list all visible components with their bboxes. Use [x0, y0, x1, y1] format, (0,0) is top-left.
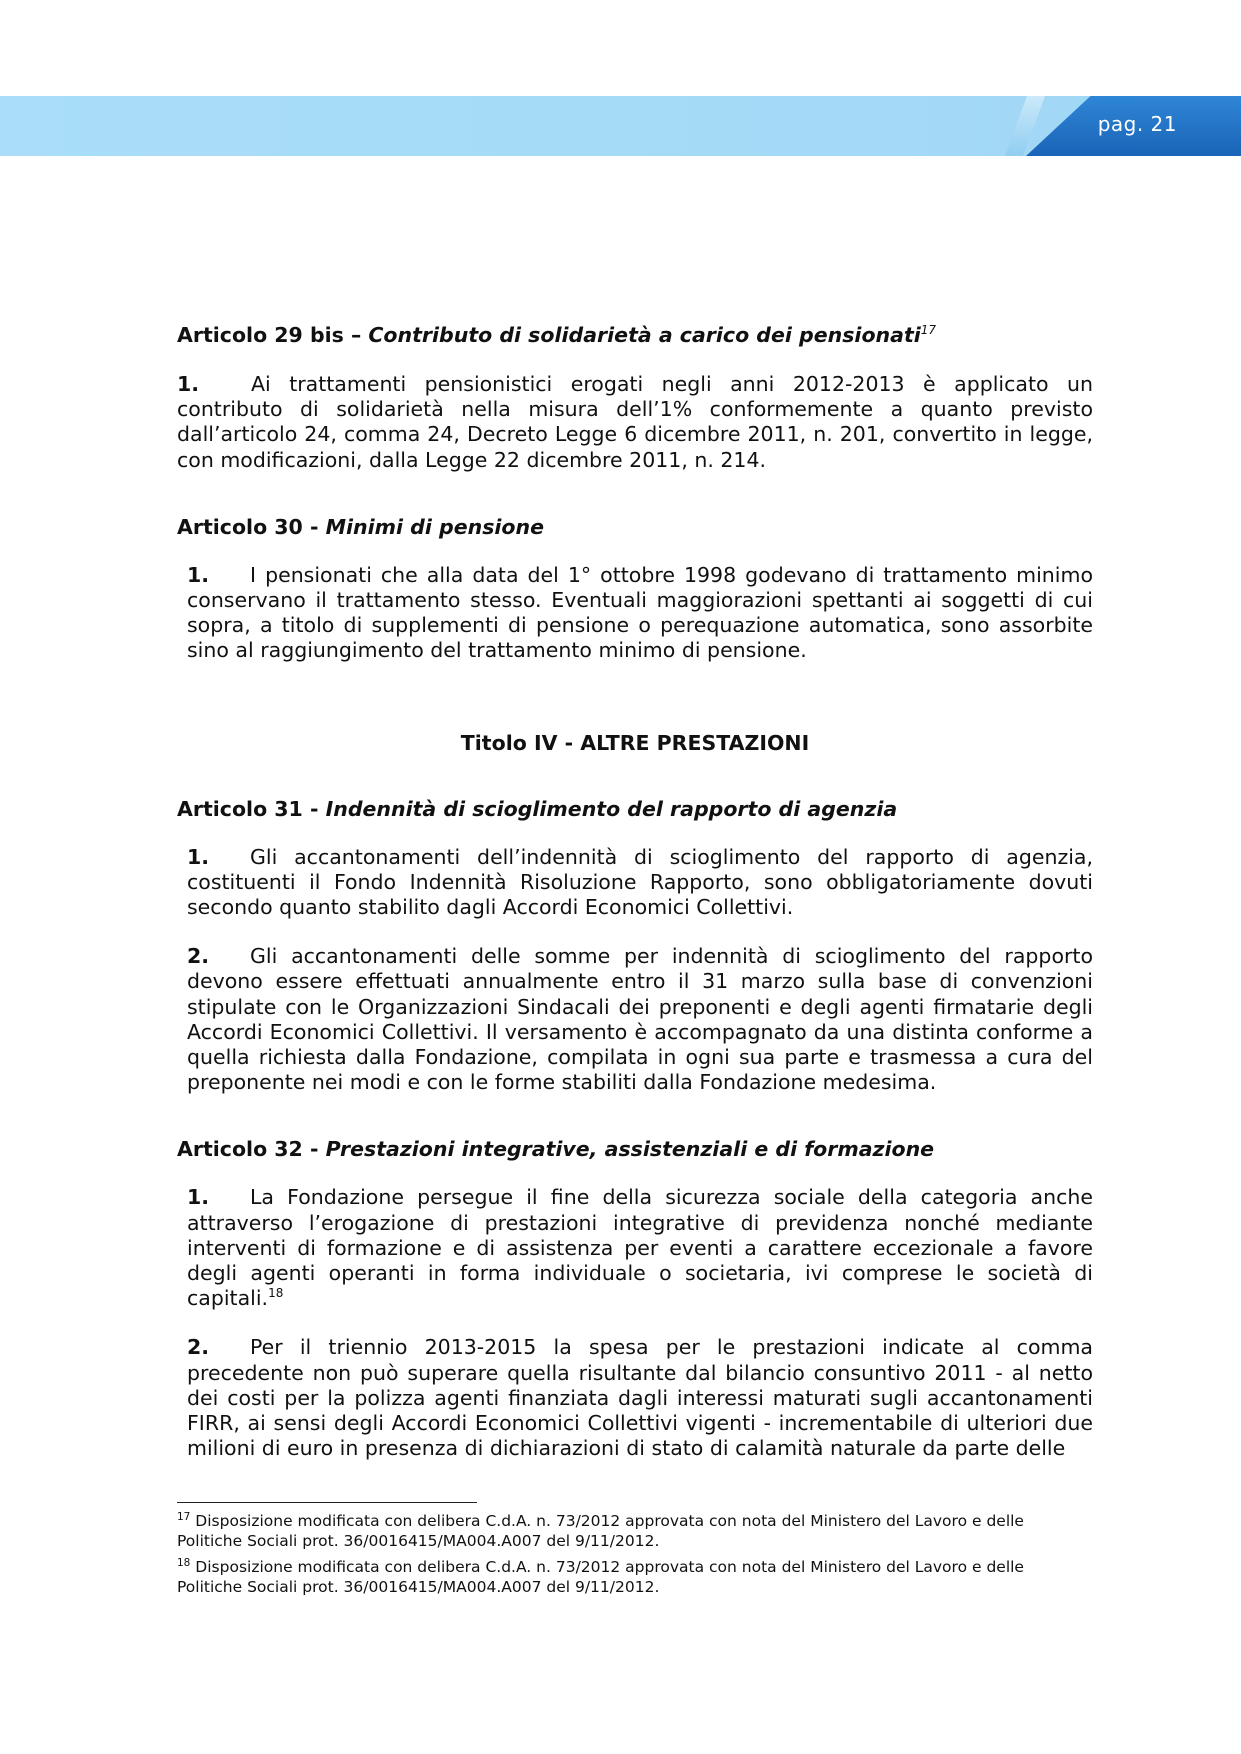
article-32-paragraph-1: 1. La Fondazione persegue il fine della sicurezza sociale della categoria anche attraverso l’erogazione di prestazioni integrative di previdenza nonché mediante interventi di formazione e di assistenza per eventi a carattere eccezionale a favore degli agenti operanti in forma individuale o societaria, ivi comprese le società di capitali.$^{18}$: [187, 1185, 1093, 1311]
footnotes: [177, 1512, 1093, 1604]
article-32-paragraph-2: 2. Per il triennio 2013-2015 la spesa per le prestazioni indicate al comma precedente non può superare quella risultante dal bilancio consuntivo 2011 - al netto dei costi per la polizza agenti finanziata dagli interessi maturati sugli accantonamenti FIRR, ai sensi degli Accordi Economici Collettivi vigenti - incrementabile di ulteriori due milioni di euro in presenza di dichiarazioni di stato di calamità naturale da parte delle: [187, 1335, 1093, 1461]
article-31-paragraph-2: 2. Gli accantonamenti delle somme per indennità di scioglimento del rapporto devono essere effettuati annualmente entro il 31 marzo sulla base di convenzioni stipulate con le Organizzazioni Sindacali dei preponenti e degli agenti firmatarie degli Accordi Economici Collettivi. Il versamento è accompagnato da una distinta conforme a quella richiesta dalla Fondazione, compilata in ogni sua parte e trasmessa a cura del preponente nei modi e con le forme stabiliti dalla Fondazione medesima.: [187, 944, 1093, 1095]
footnote-18: $^{18}$ Disposizione modificata con delibera C.d.A. n. 73/2012 approvata con nota del Ministero del Lavoro e delle Politiche Sociali prot. 36/0016415/MA004.A007 del 9/11/2012.: [177, 1556, 1024, 1596]
article-29bis-paragraph-1: 1. Ai trattamenti pensionistici erogati negli anni 2012-2013 è applicato un contributo di solidarietà nella misura dell’1% conformemente a quanto previsto dall’articolo 24, comma 24, Decreto Legge 6 dicembre 2011, n. 201, convertito in legge, con modificazioni, dalla Legge 22 dicembre 2011, n. 214.: [177, 372, 1093, 472]
footnote-ref-17: 17: [920, 323, 937, 338]
footnote-separator: [177, 1502, 477, 1503]
article-30-heading: Articolo 30 - Minimi di pensione: [177, 514, 545, 539]
article-30-paragraph-1: 1. I pensionati che alla data del 1° ottobre 1998 godevano di trattamento minimo conservano il trattamento stesso. Eventuali maggiorazioni spettanti ai soggetti di cui sopra, a titolo di supplementi di pensione o perequazione automatica, sono assorbite sino al raggiungimento del trattamento minimo di pensione.: [187, 562, 1093, 663]
header-band: [0, 96, 1241, 156]
document-body: [177, 322, 1093, 1461]
title-iv-heading: Titolo IV - ALTRE PRESTAZIONI: [460, 730, 810, 755]
article-29bis-heading: Articolo 29 bis – Contributo di solidarietà a carico dei pensionati$^{17}$: [177, 323, 937, 347]
page-number: pag. 21: [1097, 112, 1177, 136]
footnote-17: $^{17}$ Disposizione modificata con delibera C.d.A. n. 73/2012 approvata con nota del Ministero del Lavoro e delle Politiche Sociali prot. 36/0016415/MA004.A007 del 9/11/2012.: [177, 1510, 1024, 1550]
article-31-paragraph-1: 1. Gli accantonamenti dell’indennità di scioglimento del rapporto di agenzia, costituenti il Fondo Indennità Risoluzione Rapporto, sono obbligatoriamente dovuti secondo quanto stabilito dagli Accordi Economici Collettivi.: [187, 844, 1093, 920]
article-31-heading: Articolo 31 - Indennità di scioglimento del rapporto di agenzia: [177, 796, 898, 821]
article-32-heading: Articolo 32 - Prestazioni integrative, assistenziali e di formazione: [177, 1137, 935, 1162]
footnote-ref-18: 18: [268, 1286, 284, 1301]
